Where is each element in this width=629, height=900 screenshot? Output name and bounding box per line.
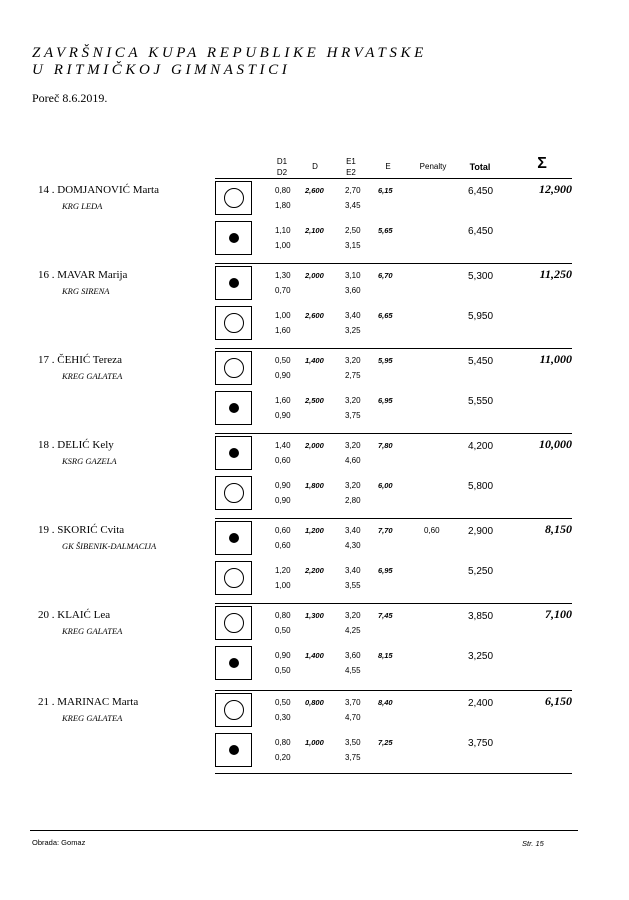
score-d: 2,600 bbox=[305, 186, 324, 195]
score-d1: 1,00 bbox=[275, 311, 291, 320]
routine-row bbox=[0, 521, 629, 557]
score-e1: 3,10 bbox=[345, 271, 361, 280]
score-e1: 2,50 bbox=[345, 226, 361, 235]
ball-icon bbox=[229, 448, 239, 458]
apparatus-box bbox=[215, 606, 252, 640]
document-title-line2: U RITMIČKOJ GIMNASTICI bbox=[32, 62, 291, 78]
gymnast-sum: 11,250 bbox=[539, 267, 572, 281]
routine-row bbox=[0, 733, 629, 769]
score-total: 2,400 bbox=[468, 698, 494, 709]
score-total: 3,850 bbox=[468, 611, 494, 622]
score-d2: 0,60 bbox=[275, 456, 291, 465]
score-e: 6,15 bbox=[378, 186, 393, 195]
col-header-e2: E2 bbox=[346, 168, 356, 177]
score-e: 5,65 bbox=[378, 226, 393, 235]
gymnast-full-name: MAVAR Marija bbox=[57, 269, 128, 281]
score-e1: 3,40 bbox=[345, 526, 361, 535]
apparatus-box bbox=[215, 476, 252, 510]
score-d: 2,500 bbox=[305, 396, 324, 405]
score-d2: 1,80 bbox=[275, 201, 291, 210]
score-e: 7,25 bbox=[378, 738, 393, 747]
gymnast-club: KRG LEDA bbox=[62, 201, 103, 211]
routine-row bbox=[0, 693, 629, 729]
routine-row bbox=[0, 606, 629, 642]
score-e2: 3,55 bbox=[345, 581, 361, 590]
ball-icon bbox=[229, 533, 239, 543]
gymnast-full-name: DELIĆ Kely bbox=[57, 439, 114, 451]
score-d1: 0,50 bbox=[275, 698, 291, 707]
score-d2: 0,20 bbox=[275, 753, 291, 762]
routine-row bbox=[0, 646, 629, 682]
footer-divider bbox=[30, 830, 578, 831]
gymnast-rank: 19 . bbox=[38, 524, 55, 536]
score-d2: 0,60 bbox=[275, 541, 291, 550]
score-d: 0,800 bbox=[305, 698, 324, 707]
col-header-sum: Σ bbox=[537, 155, 547, 172]
apparatus-box bbox=[215, 391, 252, 425]
gymnast-rank: 17 . bbox=[38, 354, 55, 366]
score-e2: 3,60 bbox=[345, 286, 361, 295]
score-total: 5,800 bbox=[468, 481, 494, 492]
gymnast-rank: 14 . bbox=[38, 184, 55, 196]
hoop-icon bbox=[224, 358, 244, 378]
col-header-e1: E1 bbox=[346, 157, 356, 166]
score-e: 7,45 bbox=[378, 611, 393, 620]
hoop-icon bbox=[224, 483, 244, 503]
apparatus-box bbox=[215, 221, 252, 255]
score-d2: 0,70 bbox=[275, 286, 291, 295]
score-d1: 0,80 bbox=[275, 186, 291, 195]
ball-icon bbox=[229, 658, 239, 668]
score-e2: 4,55 bbox=[345, 666, 361, 675]
score-d2: 1,00 bbox=[275, 241, 291, 250]
score-penalty: 0,60 bbox=[424, 526, 440, 535]
score-e: 6,65 bbox=[378, 311, 393, 320]
score-d2: 0,50 bbox=[275, 626, 291, 635]
score-e2: 3,75 bbox=[345, 753, 361, 762]
apparatus-box bbox=[215, 436, 252, 470]
score-total: 5,300 bbox=[468, 271, 494, 282]
score-d2: 0,90 bbox=[275, 496, 291, 505]
gymnast-full-name: SKORIĆ Cvita bbox=[57, 524, 125, 536]
routine-row bbox=[0, 181, 629, 217]
gymnast-sum: 6,150 bbox=[545, 694, 572, 708]
score-e2: 2,80 bbox=[345, 496, 361, 505]
score-e1: 3,20 bbox=[345, 611, 361, 620]
gymnast-full-name: KLAIĆ Lea bbox=[57, 609, 111, 621]
apparatus-box bbox=[215, 733, 252, 767]
gymnast-block bbox=[0, 524, 629, 610]
apparatus-box bbox=[215, 351, 252, 385]
score-d2: 0,90 bbox=[275, 371, 291, 380]
apparatus-box bbox=[215, 693, 252, 727]
hoop-icon bbox=[224, 568, 244, 588]
score-e: 7,80 bbox=[378, 441, 393, 450]
score-d2: 0,30 bbox=[275, 713, 291, 722]
routine-row bbox=[0, 351, 629, 387]
score-e1: 3,50 bbox=[345, 738, 361, 747]
score-total: 3,250 bbox=[468, 651, 494, 662]
gymnast-club: GK ŠIBENIK-DALMACIJA bbox=[62, 541, 157, 551]
routine-row bbox=[0, 561, 629, 597]
gymnast-divider bbox=[215, 348, 572, 349]
gymnast-full-name: MARINAC Marta bbox=[57, 696, 139, 708]
score-e1: 3,40 bbox=[345, 311, 361, 320]
score-e2: 3,15 bbox=[345, 241, 361, 250]
table-bottom-divider bbox=[215, 773, 572, 774]
document-title-line1: ZAVRŠNICA KUPA REPUBLIKE HRVATSKE bbox=[32, 45, 427, 61]
apparatus-box bbox=[215, 306, 252, 340]
score-d1: 1,20 bbox=[275, 566, 291, 575]
footer-page-number: Str. 15 bbox=[522, 839, 544, 848]
routine-row bbox=[0, 391, 629, 427]
score-total: 5,550 bbox=[468, 396, 494, 407]
score-e1: 3,70 bbox=[345, 698, 361, 707]
gymnast-sum: 7,100 bbox=[545, 607, 572, 621]
score-total: 6,450 bbox=[468, 186, 494, 197]
score-d1: 0,90 bbox=[275, 651, 291, 660]
score-e2: 3,45 bbox=[345, 201, 361, 210]
score-d2: 0,90 bbox=[275, 411, 291, 420]
gymnast-block bbox=[0, 184, 629, 270]
score-d1: 1,60 bbox=[275, 396, 291, 405]
score-d1: 0,50 bbox=[275, 356, 291, 365]
gymnast-rank: 21 . bbox=[38, 696, 55, 708]
place-date: Poreč 8.6.2019. bbox=[32, 91, 108, 105]
score-e1: 3,20 bbox=[345, 396, 361, 405]
score-e: 6,95 bbox=[378, 396, 393, 405]
score-d1: 0,60 bbox=[275, 526, 291, 535]
score-e1: 3,20 bbox=[345, 441, 361, 450]
gymnast-divider bbox=[215, 263, 572, 264]
gymnast-divider bbox=[215, 178, 572, 179]
routine-row bbox=[0, 221, 629, 257]
hoop-icon bbox=[224, 700, 244, 720]
ball-icon bbox=[229, 278, 239, 288]
gymnast-club: KREG GALATEA bbox=[62, 713, 123, 723]
ball-icon bbox=[229, 745, 239, 755]
gymnast-sum: 10,000 bbox=[539, 437, 572, 451]
score-e2: 3,75 bbox=[345, 411, 361, 420]
score-e: 6,95 bbox=[378, 566, 393, 575]
score-e2: 3,25 bbox=[345, 326, 361, 335]
score-total: 5,450 bbox=[468, 356, 494, 367]
col-header-d: D bbox=[312, 162, 318, 171]
score-e: 6,70 bbox=[378, 271, 393, 280]
score-d2: 1,00 bbox=[275, 581, 291, 590]
score-total: 3,750 bbox=[468, 738, 494, 749]
score-e: 7,70 bbox=[378, 526, 393, 535]
score-d: 1,300 bbox=[305, 611, 324, 620]
score-e: 8,40 bbox=[378, 698, 393, 707]
score-e1: 3,60 bbox=[345, 651, 361, 660]
score-d1: 0,80 bbox=[275, 738, 291, 747]
gymnast-club: KRG SIRENA bbox=[62, 286, 110, 296]
gymnast-club: KREG GALATEA bbox=[62, 371, 123, 381]
score-total: 5,950 bbox=[468, 311, 494, 322]
score-e2: 4,70 bbox=[345, 713, 361, 722]
gymnast-block bbox=[0, 354, 629, 440]
hoop-icon bbox=[224, 613, 244, 633]
apparatus-box bbox=[215, 181, 252, 215]
col-header-d1-d2 bbox=[272, 156, 292, 178]
score-e: 6,00 bbox=[378, 481, 393, 490]
score-d2: 0,50 bbox=[275, 666, 291, 675]
score-d: 2,100 bbox=[305, 226, 324, 235]
apparatus-box bbox=[215, 561, 252, 595]
routine-row bbox=[0, 476, 629, 512]
gymnast-sum: 12,900 bbox=[539, 182, 572, 196]
score-total: 4,200 bbox=[468, 441, 494, 452]
ball-icon bbox=[229, 403, 239, 413]
score-d: 2,000 bbox=[305, 271, 324, 280]
ball-icon bbox=[229, 233, 239, 243]
score-e2: 4,60 bbox=[345, 456, 361, 465]
score-d1: 0,90 bbox=[275, 481, 291, 490]
score-d: 1,800 bbox=[305, 481, 324, 490]
hoop-icon bbox=[224, 188, 244, 208]
col-header-e: E bbox=[385, 162, 391, 171]
routine-row bbox=[0, 266, 629, 302]
score-d: 2,000 bbox=[305, 441, 324, 450]
gymnast-block bbox=[0, 609, 629, 695]
score-e: 5,95 bbox=[378, 356, 393, 365]
col-header-total: Total bbox=[469, 162, 491, 172]
score-total: 5,250 bbox=[468, 566, 494, 577]
gymnast-block bbox=[0, 439, 629, 525]
gymnast-divider bbox=[215, 433, 572, 434]
gymnast-block bbox=[0, 696, 629, 782]
score-d1: 1,30 bbox=[275, 271, 291, 280]
score-d: 2,200 bbox=[305, 566, 324, 575]
score-d: 1,200 bbox=[305, 526, 324, 535]
footer-processing: Obrada: Gomaz bbox=[32, 838, 86, 847]
score-d: 1,400 bbox=[305, 356, 324, 365]
gymnast-divider bbox=[215, 690, 572, 691]
gymnast-rank: 16 . bbox=[38, 269, 55, 281]
col-header-d2: D2 bbox=[276, 168, 288, 177]
score-d1: 0,80 bbox=[275, 611, 291, 620]
score-d1: 1,10 bbox=[275, 226, 291, 235]
gymnast-rank: 18 . bbox=[38, 439, 55, 451]
gymnast-rank: 20 . bbox=[38, 609, 55, 621]
gymnast-sum: 11,000 bbox=[539, 352, 572, 366]
gymnast-club: KREG GALATEA bbox=[62, 626, 123, 636]
apparatus-box bbox=[215, 646, 252, 680]
gymnast-full-name: DOMJANOVIĆ Marta bbox=[57, 184, 159, 196]
score-e2: 4,30 bbox=[345, 541, 361, 550]
score-d2: 1,60 bbox=[275, 326, 291, 335]
col-header-e1-e2 bbox=[341, 156, 361, 178]
gymnast-sum: 8,150 bbox=[545, 522, 572, 536]
score-d1: 1,40 bbox=[275, 441, 291, 450]
col-header-penalty: Penalty bbox=[419, 162, 447, 171]
score-d: 1,000 bbox=[305, 738, 324, 747]
score-e1: 3,20 bbox=[345, 481, 361, 490]
apparatus-box bbox=[215, 521, 252, 555]
hoop-icon bbox=[224, 313, 244, 333]
gymnast-club: KSRG GAZELA bbox=[62, 456, 117, 466]
apparatus-box bbox=[215, 266, 252, 300]
score-e1: 2,70 bbox=[345, 186, 361, 195]
score-e2: 2,75 bbox=[345, 371, 361, 380]
score-d: 2,600 bbox=[305, 311, 324, 320]
gymnast-divider bbox=[215, 518, 572, 519]
score-e: 8,15 bbox=[378, 651, 393, 660]
score-total: 6,450 bbox=[468, 226, 494, 237]
score-d: 1,400 bbox=[305, 651, 324, 660]
score-e2: 4,25 bbox=[345, 626, 361, 635]
gymnast-block bbox=[0, 269, 629, 355]
score-e1: 3,40 bbox=[345, 566, 361, 575]
gymnast-full-name: ČEHIĆ Tereza bbox=[57, 354, 122, 366]
routine-row bbox=[0, 436, 629, 472]
col-header-d1: D1 bbox=[276, 157, 288, 166]
score-total: 2,900 bbox=[468, 526, 494, 537]
routine-row bbox=[0, 306, 629, 342]
score-e1: 3,20 bbox=[345, 356, 361, 365]
gymnast-divider bbox=[215, 603, 572, 604]
